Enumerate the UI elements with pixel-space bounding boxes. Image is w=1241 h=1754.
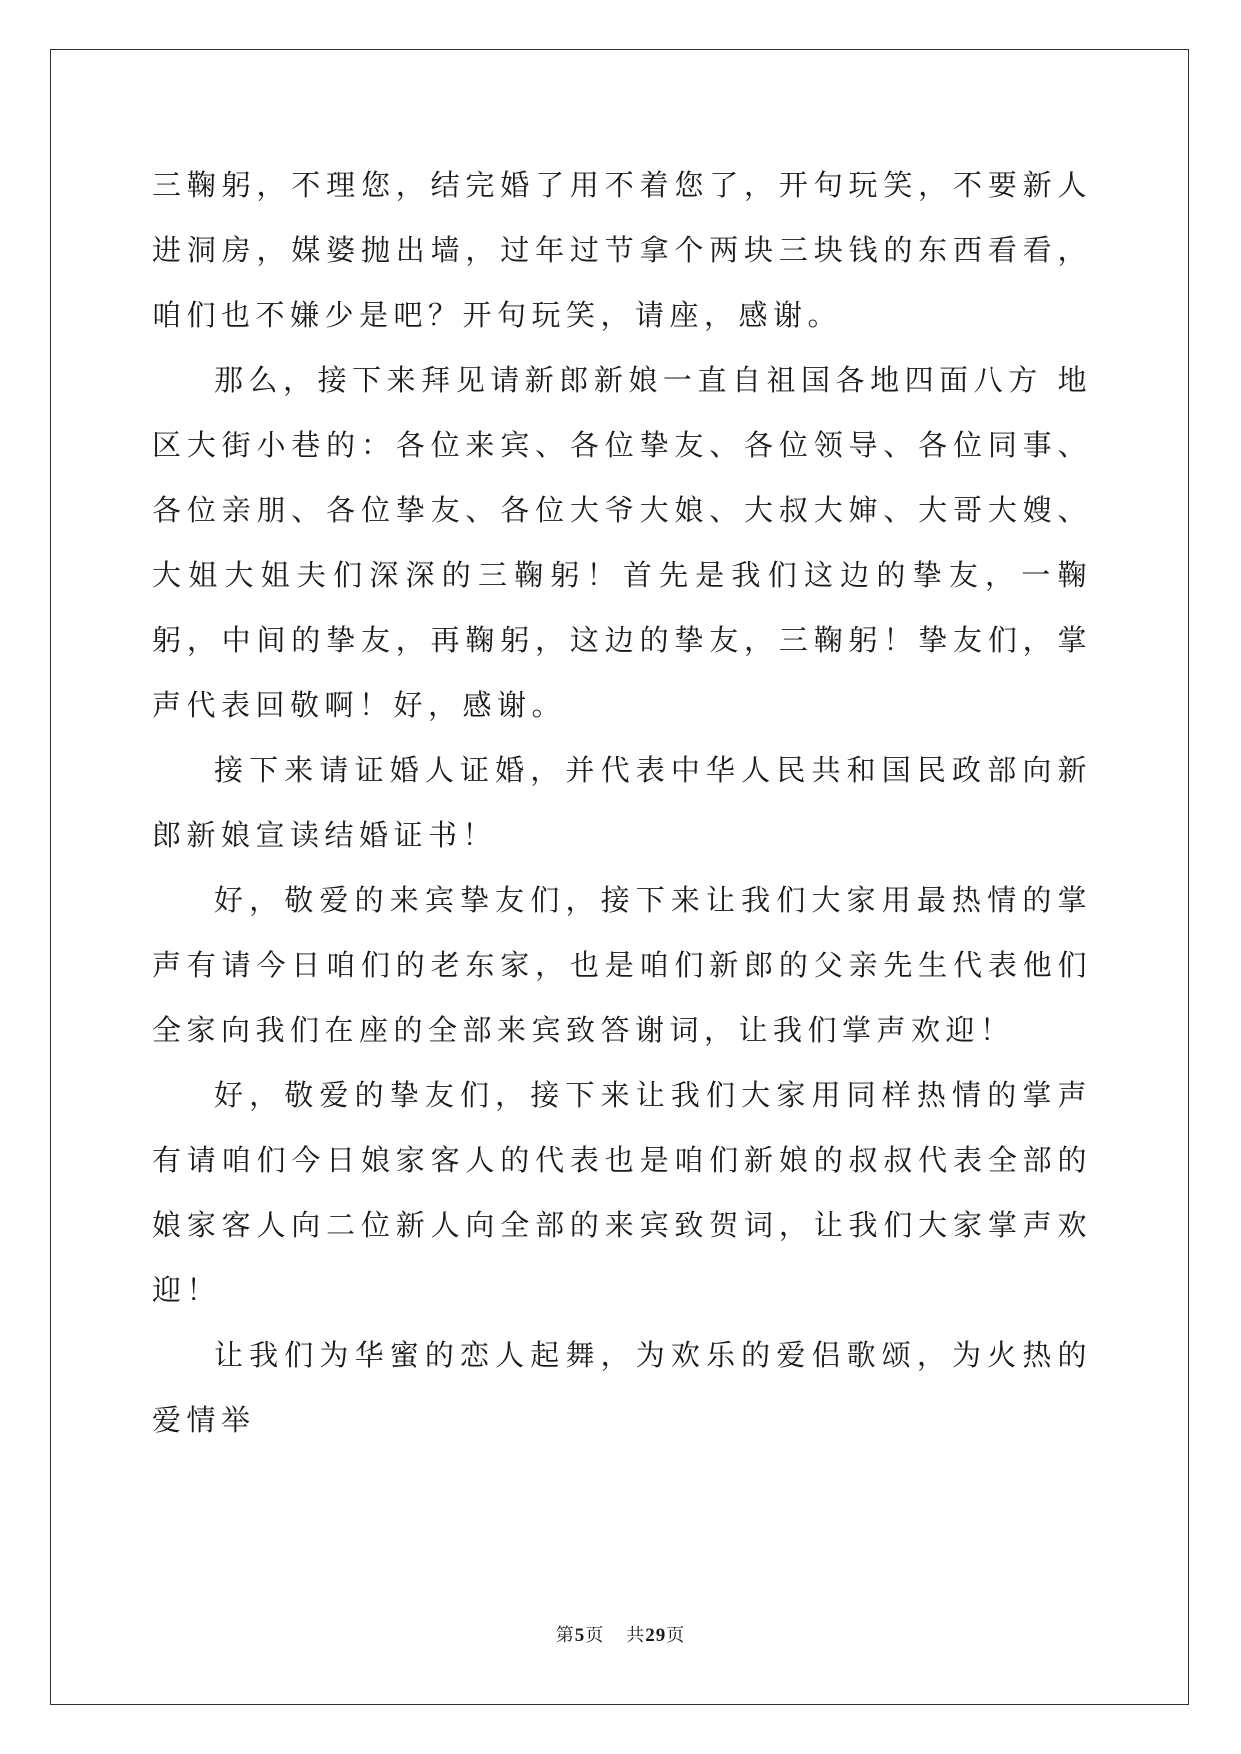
paragraph: 三鞠躬，不理您，结完婚了用不着您了，开句玩笑，不要新人进洞房，媒婆抛出墙，过年过节拿个两块三块钱的东西看看，咱们也不嫌少是吧？开句玩笑，请座，感谢。 [152,168,1092,332]
total-pages: 29 [645,1625,667,1646]
document-body [152,153,1092,1453]
total-suffix: 页 [666,1625,686,1646]
paragraph: 好，敬爱的来宾挚友们，接下来让我们大家用最热情的掌声有请今日咱们的老东家，也是咱们新郎的父亲先生代表他们全家向我们在座的全部来宾致答谢词，让我们掌声欢迎！ [152,883,1092,1047]
page-footer [0,1621,1241,1647]
paragraph: 接下来请证婚人证婚，并代表中华人民共和国民政部向新郎新娘宣读结婚证书！ [152,753,1092,852]
total-prefix: 共 [626,1625,646,1646]
paragraph: 让我们为华蜜的恋人起舞，为欢乐的爱侣歌颂，为火热的爱情举 [152,1338,1092,1437]
paragraph: 那么，接下来拜见请新郎新娘一直自祖国各地四面八方 地区大街小巷的：各位来宾、各位挚友、各位领导、各位同事、各位亲朋、各位挚友、各位大爷大娘、大叔大婶、大哥大嫂、大姐大姐夫们深深的三鞠躬！首先是我们这边的挚友，一鞠躬，中间的挚友，再鞠躬，这边的挚友，三鞠躬！挚友们，掌声代表回敬啊！好，感谢。 [152,363,1092,722]
paragraph: 好，敬爱的挚友们，接下来让我们大家用同样热情的掌声有请咱们今日娘家客人的代表也是咱们新娘的叔叔代表全部的娘家客人向二位新人向全部的来宾致贺词，让我们大家掌声欢迎！ [152,1078,1092,1307]
page-prefix: 第 [555,1625,575,1646]
page-number: 5 [574,1625,586,1646]
page-suffix: 页 [585,1625,605,1646]
